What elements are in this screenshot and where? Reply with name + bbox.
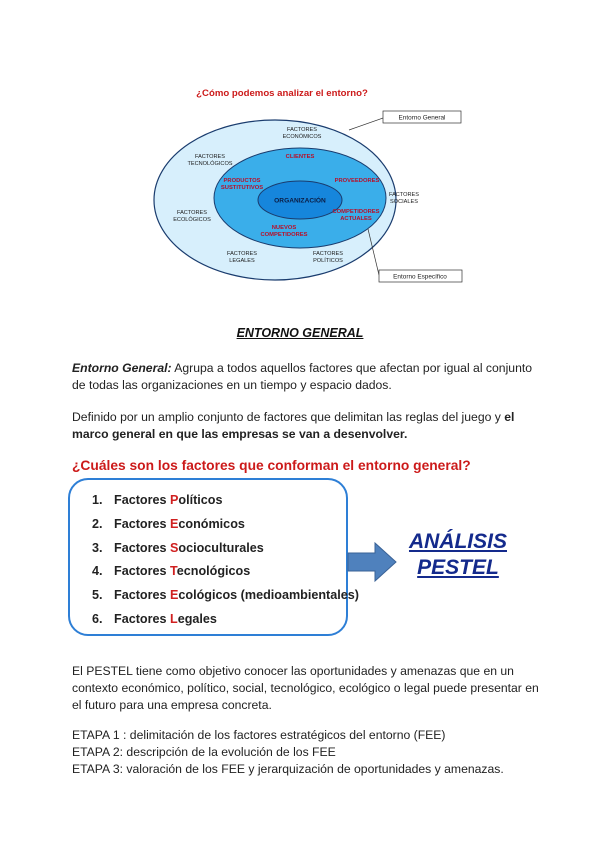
stage-2: ETAPA 2: descripción de la evolución de los FEE xyxy=(72,745,336,759)
pestel-line-2: PESTEL xyxy=(417,556,499,579)
callout-general-label: Entorno General xyxy=(398,114,446,122)
arrow-right-icon xyxy=(347,541,397,583)
label-politicos-1: FACTORES xyxy=(312,251,344,257)
stage-3: ETAPA 3: valoración de los FEE y jerarquización de oportunidades y amenazas. xyxy=(72,762,504,776)
factor-number: 2. xyxy=(92,516,103,531)
label-ecologicos-2: ECOLÓGICOS xyxy=(173,217,211,223)
factor-number: 5. xyxy=(92,588,103,603)
label-politicos-2: POLÍTICOS xyxy=(313,258,343,264)
factor-prefix: Factores xyxy=(114,564,170,579)
factors-list xyxy=(92,489,359,632)
factor-initial: P xyxy=(170,493,179,507)
label-nuevos-2: COMPETIDORES xyxy=(260,232,308,238)
factor-number: 6. xyxy=(92,611,103,626)
factor-initial: S xyxy=(170,540,179,555)
factor-item xyxy=(92,513,359,537)
factor-initial: E xyxy=(170,516,179,531)
definition-text: Agrupa a todos aquellos factores que afectan por igual al conjunto de todas las organizaciones en un tiempo y espacio dados. xyxy=(72,361,533,392)
factor-item xyxy=(92,608,359,632)
label-competidores-actuales-1: COMPETIDORES xyxy=(332,209,380,215)
factor-prefix: Factores xyxy=(114,493,170,507)
label-sociales-1: FACTORES xyxy=(388,192,420,198)
callout-general-line xyxy=(349,118,383,130)
framework-text: Definido por un amplio conjunto de factores que delimitan las reglas del juego y xyxy=(72,410,505,424)
factors-question: ¿Cuáles son los factores que conforman el entorno general? xyxy=(72,458,471,473)
factor-prefix: Factores xyxy=(114,611,170,626)
label-nuevos-1: NUEVOS xyxy=(271,225,297,231)
center-label: ORGANIZACIÓN xyxy=(274,197,326,205)
factor-rest: conómicos xyxy=(178,516,245,531)
paragraph-pestel: El PESTEL tiene como objetivo conocer las oportunidades y amenazas que en un contexto económico, político, social, tecnológico, ecológico o legal puede presentar en el futuro para una empresa concreta. xyxy=(72,664,539,712)
label-sociales-2: SOCIALES xyxy=(390,199,418,205)
factor-rest: cológicos (medioambientales) xyxy=(178,588,359,603)
factor-number: 4. xyxy=(92,564,103,579)
factor-number: 3. xyxy=(92,540,103,555)
label-tecnologicos-2: TECNOLÓGICOS xyxy=(187,161,233,167)
stage-1: ETAPA 1 : delimitación de los factores estratégicos del entorno (FEE) xyxy=(72,728,446,742)
pestel-line-1: ANÁLISIS xyxy=(408,530,507,553)
label-sustitutivos-2: SUSTITUTIVOS xyxy=(220,185,264,191)
factor-rest: ecnológicos xyxy=(176,564,251,579)
factor-item xyxy=(92,489,359,513)
label-sustitutivos-1: PRODUCTOS xyxy=(223,178,261,184)
factor-rest: olíticos xyxy=(178,493,223,507)
factor-prefix: Factores xyxy=(114,588,170,603)
factor-initial: L xyxy=(170,611,178,626)
factor-item xyxy=(92,560,359,584)
label-competidores-actuales-2: ACTUALES xyxy=(340,216,372,222)
factor-prefix: Factores xyxy=(114,516,170,531)
factor-prefix: Factores xyxy=(114,540,170,555)
term-entorno-general: Entorno General: xyxy=(72,361,172,375)
label-legales-1: FACTORES xyxy=(226,251,258,257)
factor-rest: ocioculturales xyxy=(178,540,264,555)
entorno-diagram xyxy=(0,0,600,300)
paragraph-definition xyxy=(72,360,542,394)
label-ecologicos-1: FACTORES xyxy=(176,210,208,216)
factor-number: 1. xyxy=(92,493,103,507)
label-tecnologicos-1: FACTORES xyxy=(194,154,226,160)
factor-initial: T xyxy=(170,564,177,579)
factor-initial: E xyxy=(170,588,179,603)
label-economicos-1: FACTORES xyxy=(286,127,318,133)
label-legales-2: LEGALES xyxy=(229,258,255,264)
factor-rest: egales xyxy=(177,611,217,626)
framework-bold-text: el marco general en que las empresas se van a desenvolver. xyxy=(72,410,515,441)
factor-item xyxy=(92,537,359,561)
label-economicos-2: ECONÓMICOS xyxy=(282,134,322,140)
callout-especifico-label: Entorno Específico xyxy=(393,273,447,281)
factor-item xyxy=(92,584,359,608)
section-heading: ENTORNO GENERAL xyxy=(236,326,364,340)
label-proveedores: PROVEEDORES xyxy=(334,178,380,184)
paragraph-framework xyxy=(72,409,542,443)
factors-box xyxy=(68,478,359,636)
label-clientes: CLIENTES xyxy=(285,154,315,160)
stages-list xyxy=(72,727,542,778)
diagram-title: ¿Cómo podemos analizar el entorno? xyxy=(196,88,368,99)
